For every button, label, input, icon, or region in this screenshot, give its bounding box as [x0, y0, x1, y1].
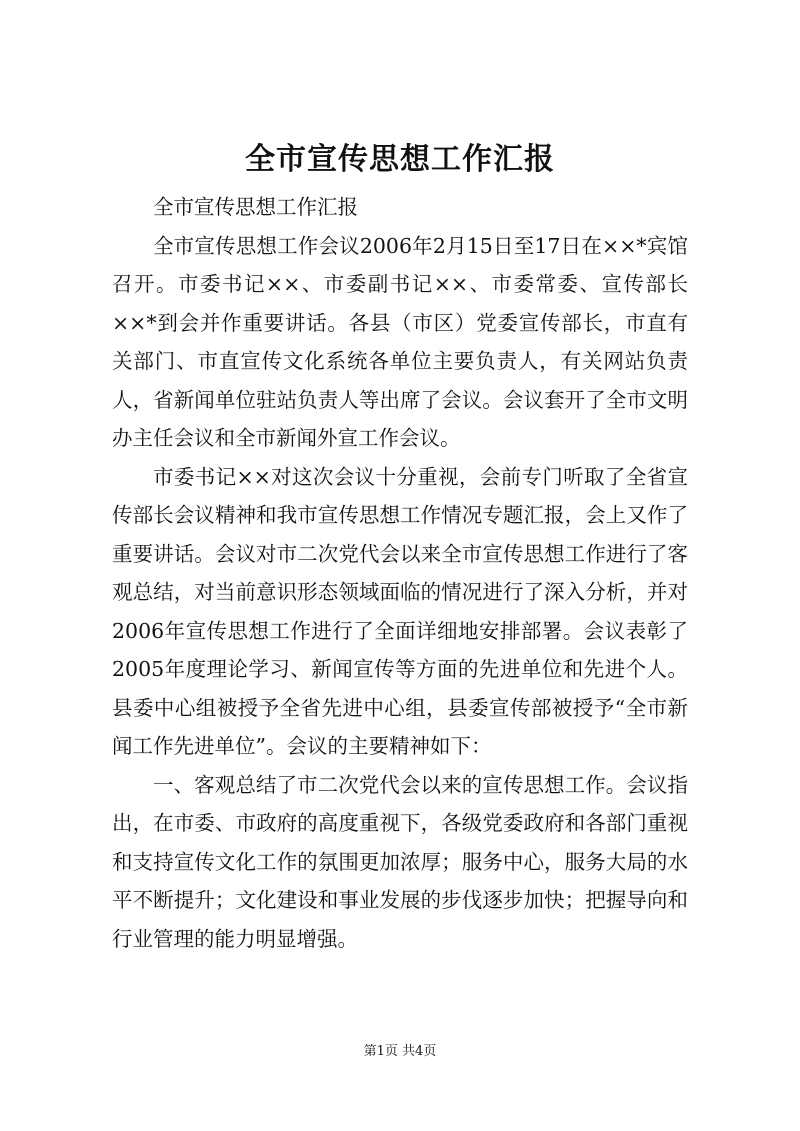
page-footer: 第1页 共4页	[363, 1044, 437, 1059]
paragraph-section-one: 一、客观总结了市二次党代会以来的宣传思想工作。会议指出，在市委、市政府的高度重视下，各级党委政府和各部门重视和支持宣传文化工作的氛围更加浓厚；服务中心，服务大局的水平不断提升；文化建设和事业发展的步伐逐步加快；把握导向和行业管理的能力明显增强。	[112, 772, 688, 951]
document-title: 全市宣传思想工作汇报	[245, 142, 555, 177]
paragraph-meeting-overview: 全市宣传思想工作会议2006年2月15日至17日在××*宾馆召开。市委书记××、市委副书记××、市委常委、宣传部长××*到会并作重要讲话。各县（市区）党委宣传部长，市直有关部门、市直宣传文化系统各单位主要负责人，有关网站负责人，省新闻单位驻站负责人等出席了会议。会议套开了全市文明办主任会议和全市新闻外宣工作会议。	[112, 233, 688, 450]
paragraph-subtitle: 全市宣传思想工作汇报	[153, 195, 358, 219]
document-body	[112, 188, 688, 958]
paragraph-meeting-details: 市委书记××对这次会议十分重视，会前专门听取了全省宣传部长会议精神和我市宣传思想工作情况专题汇报，会上又作了重要讲话。会议对市二次党代会以来全市宣传思想工作进行了客观总结，对当前意识形态领域面临的情况进行了深入分析，并对2006年宣传思想工作进行了全面详细地安排部署。会议表彰了2005年度理论学习、新闻宣传等方面的先进单位和先进个人。县委中心组被授予全省先进中心组，县委宣传部被授予“全市新闻工作先进单位”。会议的主要精神如下：	[112, 464, 688, 758]
